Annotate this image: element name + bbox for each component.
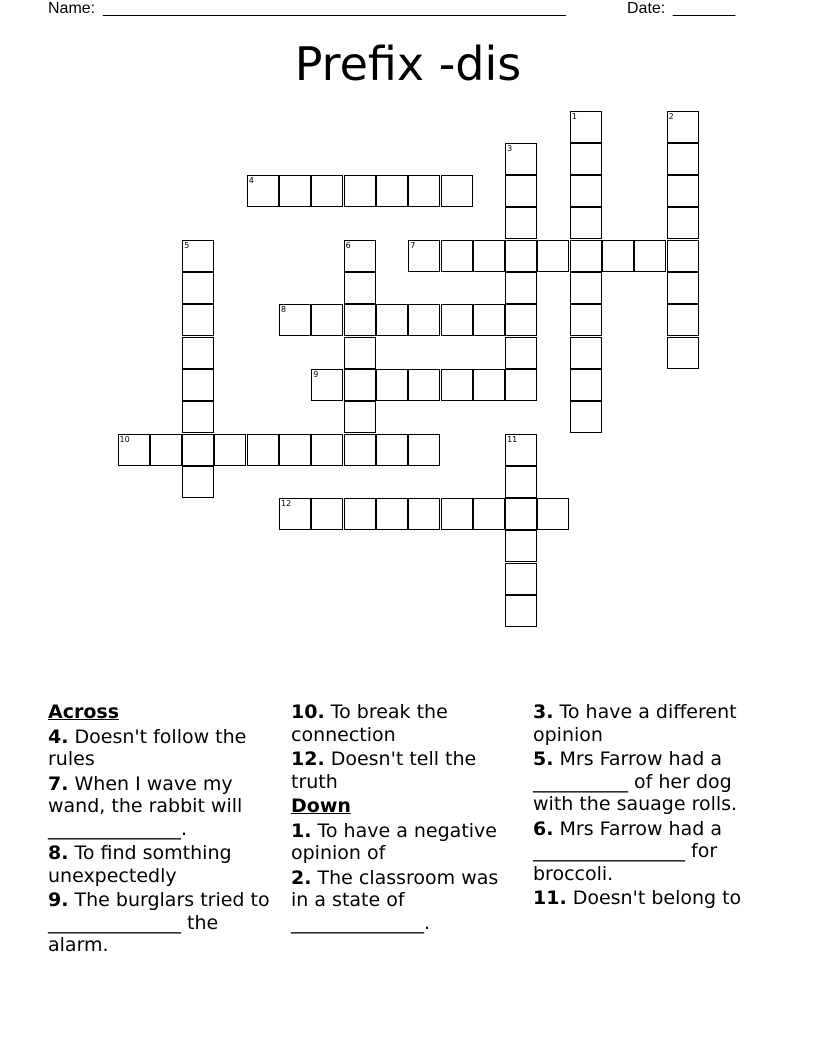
clue-column-3 xyxy=(533,701,758,912)
grid-cell[interactable] xyxy=(376,434,408,466)
grid-cell[interactable] xyxy=(408,304,440,336)
grid-cell[interactable] xyxy=(344,337,376,369)
grid-cell[interactable] xyxy=(667,304,699,336)
clue-down-5: 5. Mrs Farrow had a __________ of her dog with the sauage rolls. xyxy=(533,748,738,815)
grid-cell[interactable] xyxy=(505,595,537,627)
grid-cell[interactable] xyxy=(344,272,376,304)
grid-cell[interactable] xyxy=(667,111,699,143)
clue-across-9: 9. The burglars tried to ______________ the alarm. xyxy=(48,889,270,956)
grid-cell[interactable] xyxy=(311,498,343,530)
clue-number: 3 xyxy=(507,143,513,153)
page-title: Prefix -dis xyxy=(294,37,522,91)
grid-cell[interactable] xyxy=(182,401,214,433)
grid-cell[interactable] xyxy=(570,401,602,433)
grid-cell[interactable] xyxy=(344,240,376,272)
grid-cell[interactable] xyxy=(570,272,602,304)
grid-cell[interactable] xyxy=(505,466,537,498)
grid-cell[interactable] xyxy=(344,401,376,433)
clue-number: 6 xyxy=(345,240,351,250)
grid-cell[interactable] xyxy=(634,240,666,272)
grid-cell[interactable] xyxy=(408,434,440,466)
grid-cell[interactable] xyxy=(376,304,408,336)
grid-cell[interactable] xyxy=(344,304,376,336)
grid-cell[interactable] xyxy=(408,498,440,530)
clue-number: 9 xyxy=(313,369,319,379)
grid-cell[interactable] xyxy=(570,111,602,143)
clue-number: 12 xyxy=(281,499,292,509)
grid-cell[interactable] xyxy=(570,175,602,207)
grid-cell[interactable] xyxy=(344,175,376,207)
grid-cell[interactable] xyxy=(505,434,537,466)
grid-cell[interactable] xyxy=(473,369,505,401)
grid-cell[interactable] xyxy=(182,240,214,272)
grid-cell[interactable] xyxy=(182,434,214,466)
clue-down-11: 11. Doesn't belong to xyxy=(533,887,742,909)
grid-cell[interactable] xyxy=(505,272,537,304)
grid-cell[interactable] xyxy=(537,240,569,272)
grid-cell[interactable] xyxy=(182,337,214,369)
grid-cell[interactable] xyxy=(118,434,150,466)
grid-cell[interactable] xyxy=(505,563,537,595)
grid-cell[interactable] xyxy=(667,175,699,207)
name-blank[interactable]: ____________________________________________________ xyxy=(103,0,566,17)
grid-cell[interactable] xyxy=(408,240,440,272)
grid-cell[interactable] xyxy=(505,498,537,530)
clue-down-6: 6. Mrs Farrow had a ________________ for broccoli. xyxy=(533,817,722,885)
grid-cell[interactable] xyxy=(279,434,311,466)
clue-number: 10 xyxy=(119,434,130,444)
grid-cell[interactable] xyxy=(441,240,473,272)
grid-cell[interactable] xyxy=(505,175,537,207)
grid-cell[interactable] xyxy=(311,304,343,336)
clue-column-2 xyxy=(291,701,516,936)
grid-cell[interactable] xyxy=(408,175,440,207)
clue-down-1: 1. To have a negative opinion of xyxy=(291,819,497,864)
grid-cell[interactable] xyxy=(570,304,602,336)
grid-cell[interactable] xyxy=(570,369,602,401)
grid-cell[interactable] xyxy=(279,175,311,207)
clue-number: 8 xyxy=(281,305,287,315)
clue-across-10: 10. To break the connection xyxy=(291,701,448,746)
grid-cell[interactable] xyxy=(505,240,537,272)
grid-cell[interactable] xyxy=(570,240,602,272)
clue-column-1 xyxy=(48,701,273,959)
grid-cell[interactable] xyxy=(376,369,408,401)
grid-cell[interactable] xyxy=(182,466,214,498)
grid-cell[interactable] xyxy=(214,434,246,466)
grid-cell[interactable] xyxy=(311,369,343,401)
grid-cell[interactable] xyxy=(505,304,537,336)
date-blank[interactable]: _______ xyxy=(673,0,736,17)
clue-number: 11 xyxy=(507,434,518,444)
grid-cell[interactable] xyxy=(505,207,537,239)
grid-cell[interactable] xyxy=(667,143,699,175)
grid-cell[interactable] xyxy=(279,498,311,530)
grid-cell[interactable] xyxy=(150,434,182,466)
grid-cell[interactable] xyxy=(667,337,699,369)
clue-number: 5 xyxy=(184,240,190,250)
grid-cell[interactable] xyxy=(441,498,473,530)
grid-cell[interactable] xyxy=(441,369,473,401)
grid-cell[interactable] xyxy=(570,143,602,175)
grid-cell[interactable] xyxy=(537,498,569,530)
grid-cell[interactable] xyxy=(602,240,634,272)
clue-down-3: 3. To have a different opinion xyxy=(533,701,737,746)
name-label: Name: xyxy=(48,0,100,17)
grid-cell[interactable] xyxy=(344,369,376,401)
grid-cell[interactable] xyxy=(182,369,214,401)
grid-cell[interactable] xyxy=(473,240,505,272)
clue-number: 7 xyxy=(410,240,416,250)
grid-cell[interactable] xyxy=(505,337,537,369)
clue-across-12: 12. Doesn't tell the truth xyxy=(291,748,477,793)
grid-cell[interactable] xyxy=(441,175,473,207)
grid-cell[interactable] xyxy=(473,498,505,530)
down-heading: Down xyxy=(291,795,351,817)
grid-cell[interactable] xyxy=(311,175,343,207)
grid-cell[interactable] xyxy=(570,337,602,369)
grid-cell[interactable] xyxy=(505,369,537,401)
date-label: Date: xyxy=(627,0,670,17)
grid-cell[interactable] xyxy=(182,272,214,304)
clue-across-8: 8. To find somthing unexpectedly xyxy=(48,842,232,887)
grid-cell[interactable] xyxy=(441,304,473,336)
clue-across-7: 7. When I wave my wand, the rabbit will ______________. xyxy=(48,772,243,840)
grid-cell[interactable] xyxy=(279,304,311,336)
grid-cell[interactable] xyxy=(570,207,602,239)
across-heading: Across xyxy=(48,701,120,723)
grid-cell[interactable] xyxy=(667,240,699,272)
clue-number: 1 xyxy=(571,111,577,121)
grid-cell[interactable] xyxy=(311,434,343,466)
grid-cell[interactable] xyxy=(247,434,279,466)
clue-down-2: 2. The classroom was in a state of ______________. xyxy=(291,866,499,934)
grid-cell[interactable] xyxy=(247,175,279,207)
grid-cell[interactable] xyxy=(505,530,537,562)
grid-cell[interactable] xyxy=(376,175,408,207)
grid-cell[interactable] xyxy=(667,207,699,239)
grid-cell[interactable] xyxy=(376,498,408,530)
grid-cell[interactable] xyxy=(408,369,440,401)
grid-cell[interactable] xyxy=(667,272,699,304)
grid-cell[interactable] xyxy=(344,498,376,530)
grid-cell[interactable] xyxy=(182,304,214,336)
grid-cell[interactable] xyxy=(344,434,376,466)
grid-cell[interactable] xyxy=(505,143,537,175)
clue-number: 2 xyxy=(668,111,674,121)
clue-number: 4 xyxy=(248,176,254,186)
clue-across-4: 4. Doesn't follow the rules xyxy=(48,725,247,770)
grid-cell[interactable] xyxy=(473,304,505,336)
